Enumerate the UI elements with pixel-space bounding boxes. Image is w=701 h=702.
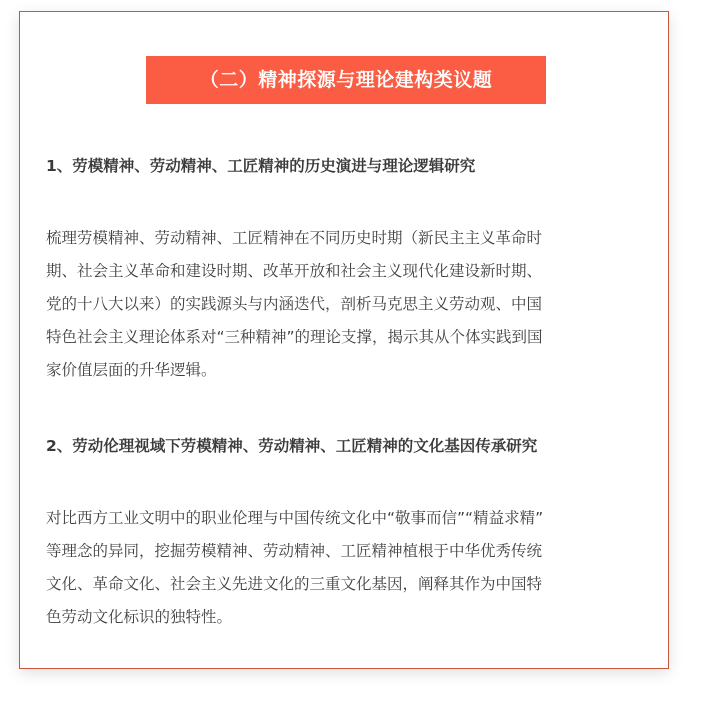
- paragraph-line: 期、社会主义革命和建设时期、改革开放和社会主义现代化建设新时期、: [46, 262, 543, 280]
- paragraph-line: 党的十八大以来）的实践源头与内涵迭代，剖析马克思主义劳动观、中国: [46, 295, 543, 313]
- paragraph-line: 色劳动文化标识的独特性。: [46, 608, 233, 626]
- paragraph-line: 特色社会主义理论体系对“三种精神”的理论支撑，揭示其从个体实践到国: [46, 328, 543, 346]
- paragraph-line: 家价值层面的升华逻辑。: [46, 361, 217, 379]
- topic-paragraph-2: [46, 502, 651, 634]
- topic-heading-1: 1、劳模精神、劳动精神、工匠精神的历史演进与理论逻辑研究: [46, 157, 476, 175]
- topic-heading-2: 2、劳动伦理视域下劳模精神、劳动精神、工匠精神的文化基因传承研究: [46, 437, 538, 455]
- paragraph-line: 文化、革命文化、社会主义先进文化的三重文化基因，阐释其作为中国特: [46, 575, 543, 593]
- paragraph-line: 等理念的异同，挖掘劳模精神、劳动精神、工匠精神植根于中华优秀传统: [46, 542, 543, 560]
- article-card: [19, 11, 669, 669]
- paragraph-line: 对比西方工业文明中的职业伦理与中国传统文化中“敬事而信”“精益求精”: [46, 509, 544, 527]
- topic-paragraph-1: [46, 222, 651, 387]
- section-banner-title: （二）精神探源与理论建构类议题: [146, 56, 546, 104]
- paragraph-line: 梳理劳模精神、劳动精神、工匠精神在不同历史时期（新民主主义革命时: [46, 229, 543, 247]
